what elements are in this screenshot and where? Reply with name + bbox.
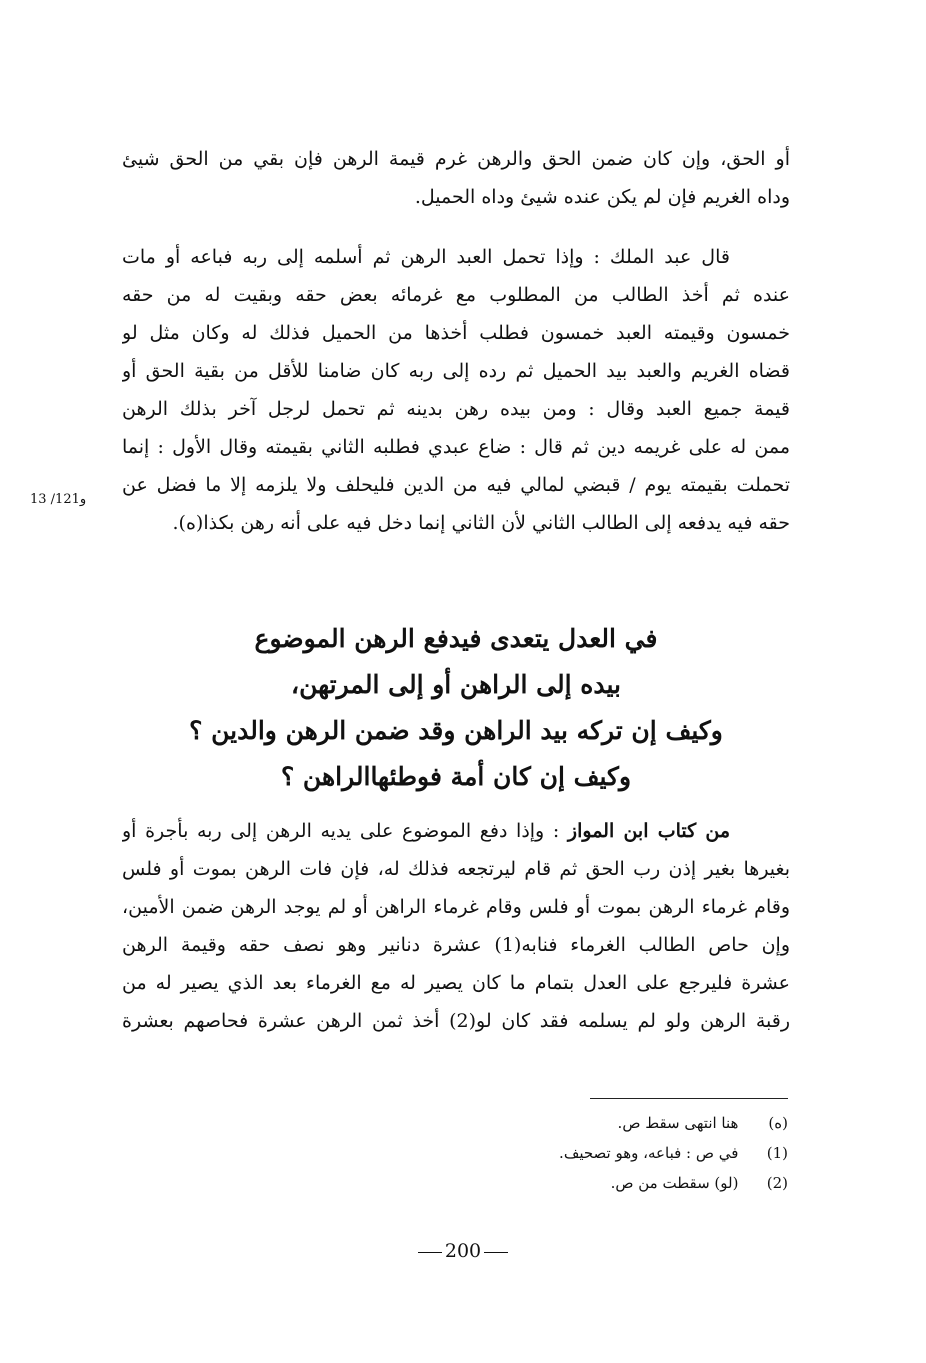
- footnote-mark: (2): [766, 1174, 788, 1192]
- text-line: عشرة فليرجع على العدل بتمام ما كان يصير له مع الغرماء بعد الذي يصير له من: [122, 972, 790, 994]
- source-reference: من كتاب ابن المواز: [567, 820, 731, 842]
- footnote-text: في ص : فباعه، وهو تصحيف.: [559, 1144, 739, 1162]
- text-line: تحملت بقيمته يوم / قبضي لمالي فيه من الدين فليحلف ولا يلزمه إلا ما فضل عن: [122, 474, 790, 496]
- footnote-text: (لو) سقطت من ص.: [610, 1174, 739, 1192]
- section-heading: [122, 616, 790, 800]
- footnote-text: هنا انتهى سقط ص.: [617, 1114, 739, 1132]
- page-number: [0, 1240, 926, 1262]
- heading-line: في العدل يتعدى فيدفع الرهن الموضوع: [254, 624, 658, 653]
- footnote-item: [400, 1108, 788, 1138]
- text-fragment: : وإذا دفع الموضوع على يديه الرهن إلى ربه بأجرة أو: [122, 820, 568, 842]
- text-line: حقه فيه يدفعه إلى الطالب الثاني لأن الثاني إنما دخل فيه على أنه رهن بكذا(ه).: [172, 512, 790, 534]
- paragraph-3: [122, 812, 790, 1040]
- text-line: خمسون وقيمته العبد خمسون فطلب أخذها من الحميل فذلك له وكان مثل لو: [122, 322, 790, 344]
- margin-folio-note: 13 /121و: [30, 492, 87, 507]
- heading-line: بيده إلى الراهن أو إلى المرتهن،: [291, 670, 621, 699]
- footnote-divider: [590, 1098, 788, 1099]
- page-number-dash: [418, 1252, 442, 1253]
- heading-line: وكيف إن تركه بيد الراهن وقد ضمن الرهن والدين ؟: [189, 716, 723, 745]
- footnote-mark: (1): [766, 1144, 788, 1162]
- text-line: وقام غرماء الرهن بموت أو فلس وقام غرماء الراهن أو لم يوجد الرهن ضمن الأمين،: [122, 896, 790, 918]
- text-line: رقبة الرهن ولو لم يسلمه فقد كان لو(2) أخذ ثمن الرهن عشرة فحاصهم بعشرة: [122, 1010, 790, 1032]
- page-number-value: 200: [444, 1240, 482, 1262]
- text-line: وداه الغريم فإن لم يكن عنده شيئ وداه الحميل.: [414, 186, 790, 208]
- text-line: أو الحق، وإن كان ضمن الحق والرهن غرم قيمة الرهن فإن بقي من الحق شيئ: [122, 148, 790, 170]
- text-line: عنده ثم أخذ الطالب من المطلوب مع غرمائه بعض حقه وبقيت له من حقه: [122, 284, 790, 306]
- text-line: قيمة جميع العبد وقال : ومن بيده رهن بدينه ثم تحمل لرجل آخر بذلك الرهن: [122, 398, 790, 420]
- heading-line: وكيف إن كان أمة فوطئهاالراهن ؟: [280, 762, 632, 791]
- text-line: قضاه الغريم والعبد بيد الحميل ثم رده إلى ربه كان ضامنا للأقل من بقية الحق أو: [122, 360, 790, 382]
- text-line: [122, 812, 790, 850]
- text-line: بغيرها بغير إذن رب الحق ثم قام ليرتجعه فذلك له، فإن فات الرهن بموت أو فلس: [122, 858, 790, 880]
- footnote-item: [400, 1168, 788, 1198]
- paragraph-1: [122, 140, 790, 216]
- text-line: وإن حاص الطالب الغرماء فنابه(1) عشرة دنانير وهو نصف حقه وقيمة الرهن: [122, 934, 790, 956]
- page-number-dash: [484, 1252, 508, 1253]
- text-line: قال عبد الملك : وإذا تحمل العبد الرهن ثم أسلمه إلى ربه فباعه أو مات: [122, 246, 730, 268]
- paragraph-2: [122, 238, 790, 542]
- text-line: ممن له على غريمه دين ثم قال : ضاع عبدي فطلبه الثاني بقيمته وقال الأول : إنما: [122, 436, 790, 458]
- footnote-item: [400, 1138, 788, 1168]
- footnotes: [400, 1108, 788, 1198]
- footnote-mark: (ه): [768, 1114, 788, 1132]
